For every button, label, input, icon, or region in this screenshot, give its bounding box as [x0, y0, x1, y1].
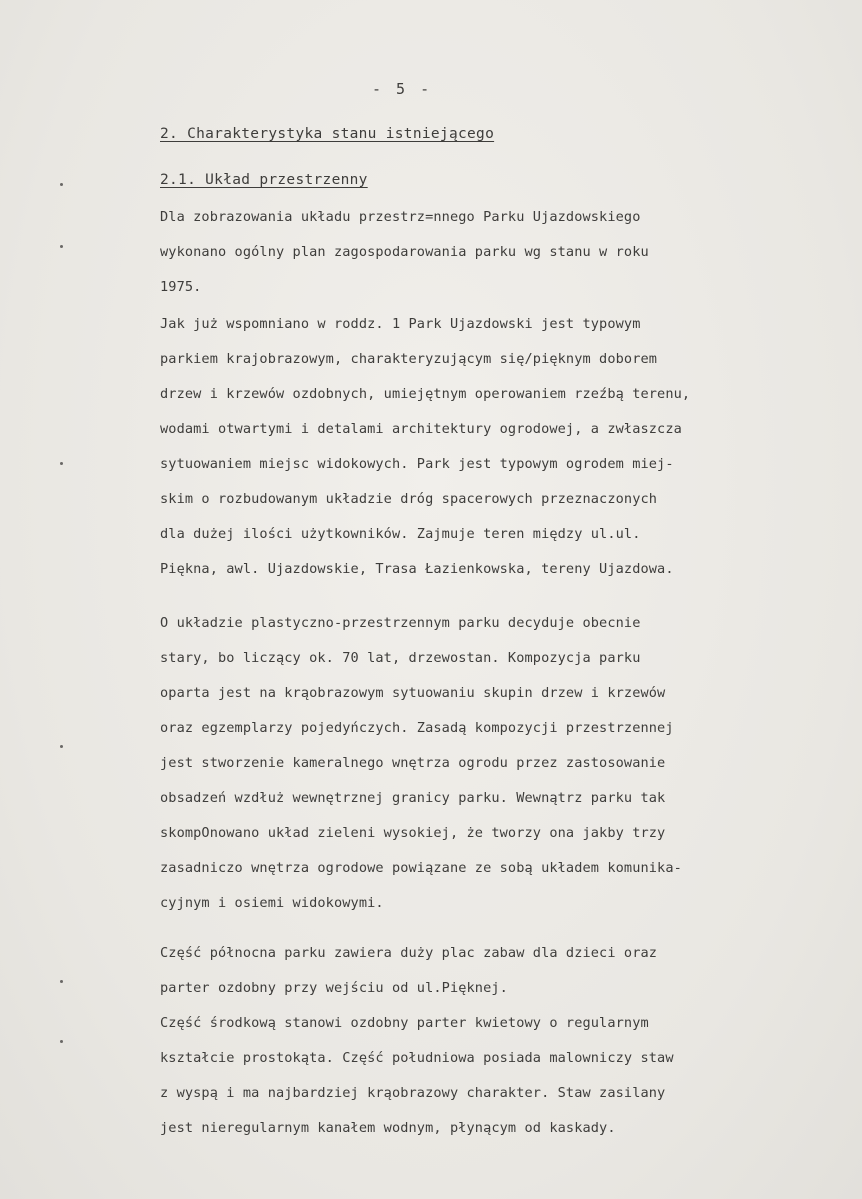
- paragraph-3: [160, 606, 850, 921]
- subsection-heading: 2.1. Układ przestrzenny: [160, 172, 368, 188]
- text-line: zasadniczo wnętrza ogrodowe powiązane ze sobą układem komunika-: [160, 860, 682, 876]
- text-line: wykonano ogólny plan zagospodarowania parku wg stanu w roku: [160, 244, 649, 260]
- punch-hole-mark: [60, 745, 63, 748]
- punch-hole-mark: [60, 1040, 63, 1043]
- paragraph-1: [160, 200, 850, 305]
- text-line: wodami otwartymi i detalami architektury ogrodowej, a zwłaszcza: [160, 421, 682, 437]
- text-line: Dla zobrazowania układu przestrz=nnego Parku Ujazdowskiego: [160, 209, 641, 225]
- text-line: kształcie prostokąta. Część południowa posiada malowniczy staw: [160, 1050, 674, 1066]
- text-line: jest stworzenie kameralnego wnętrza ogrodu przez zastosowanie: [160, 755, 666, 771]
- text-line: oraz egzemplarzy pojedyńczych. Zasadą kompozycji przestrzennej: [160, 720, 674, 736]
- text-line: drzew i krzewów ozdobnych, umiejętnym operowaniem rzeźbą terenu,: [160, 386, 691, 402]
- text-line: 1975.: [160, 279, 202, 295]
- text-line: Część północna parku zawiera duży plac zabaw dla dzieci oraz: [160, 945, 658, 961]
- text-line: jest nieregularnym kanałem wodnym, płynącym od kaskady.: [160, 1120, 616, 1136]
- section-heading: 2. Charakterystyka stanu istniejącego: [160, 126, 495, 142]
- text-line: Piękna, awl. Ujazdowskie, Trasa Łazienkowska, tereny Ujazdowa.: [160, 561, 674, 577]
- text-line: skompOnowano układ zieleni wysokiej, że tworzy ona jakby trzy: [160, 825, 666, 841]
- text-line: z wyspą i ma najbardziej krąobrazowy charakter. Staw zasilany: [160, 1085, 666, 1101]
- text-line: sytuowaniem miejsc widokowych. Park jest typowym ogrodem miej-: [160, 456, 674, 472]
- text-line: O układzie plastyczno-przestrzennym parku decyduje obecnie: [160, 615, 641, 631]
- text-line: cyjnym i osiemi widokowymi.: [160, 895, 384, 911]
- punch-hole-mark: [60, 980, 63, 983]
- paragraph-4: [160, 936, 850, 1146]
- text-line: skim o rozbudowanym układzie dróg spacerowych przeznaczonych: [160, 491, 658, 507]
- text-line: Jak już wspomniano w roddz. 1 Park Ujazdowski jest typowym: [160, 316, 641, 332]
- text-line: obsadzeń wzdłuż wewnętrznej granicy parku. Wewnątrz parku tak: [160, 790, 666, 806]
- punch-hole-mark: [60, 462, 63, 465]
- punch-hole-mark: [60, 183, 63, 186]
- text-line: stary, bo liczący ok. 70 lat, drzewostan. Kompozycja parku: [160, 650, 641, 666]
- punch-hole-mark: [60, 245, 63, 248]
- paragraph-2: [160, 307, 850, 587]
- text-line: parter ozdobny przy wejściu od ul.Pięknej.: [160, 980, 508, 996]
- page-number: - 5 -: [372, 80, 433, 98]
- text-line: dla dużej ilości użytkowników. Zajmuje teren między ul.ul.: [160, 526, 641, 542]
- text-line: parkiem krajobrazowym, charakteryzującym się/pięknym doborem: [160, 351, 658, 367]
- text-line: oparta jest na krąobrazowym sytuowaniu skupin drzew i krzewów: [160, 685, 666, 701]
- text-line: Część środkową stanowi ozdobny parter kwietowy o regularnym: [160, 1015, 649, 1031]
